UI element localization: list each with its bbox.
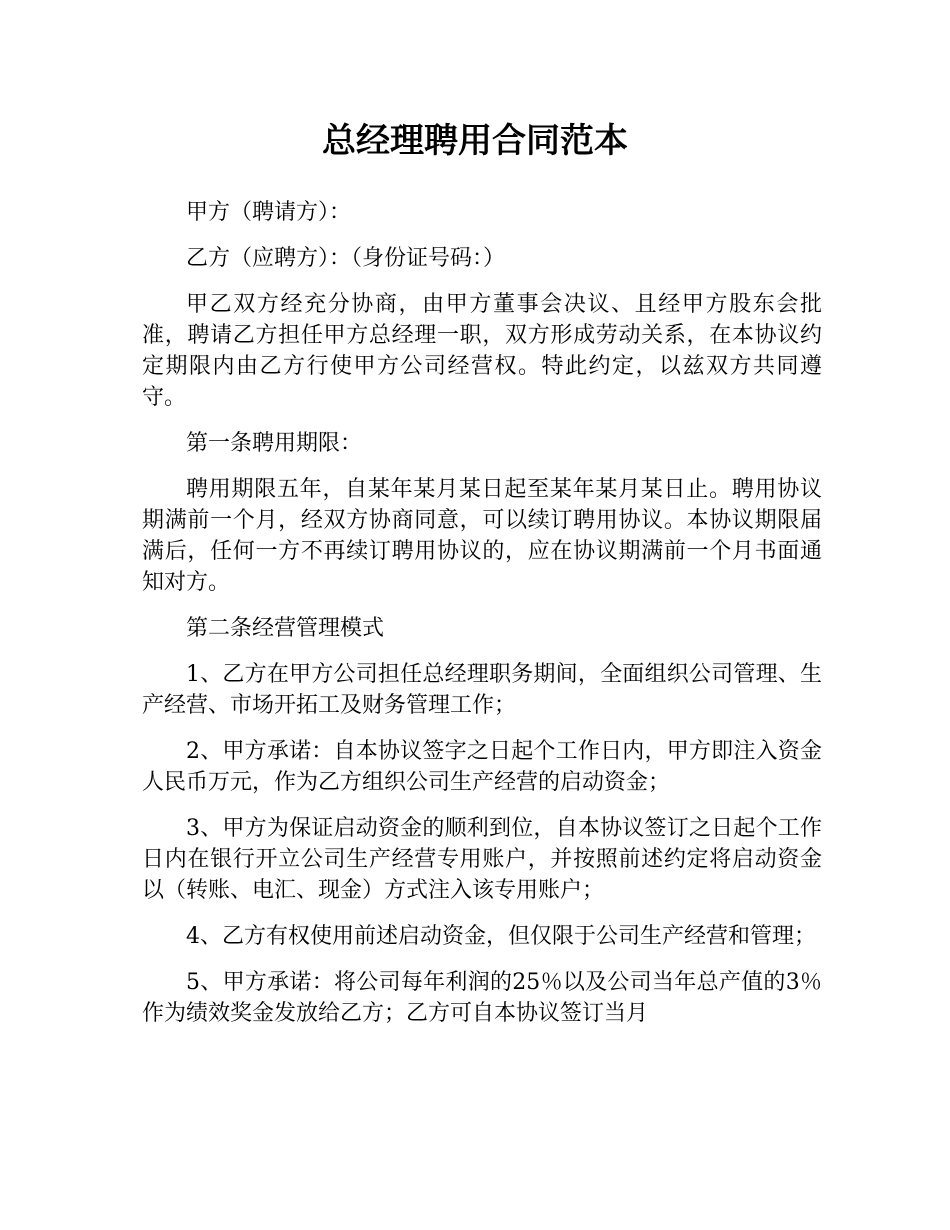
party-b-line: 乙方（应聘方）：（身份证号码：） [186,246,506,271]
clause-5-paragraph: 5、甲方承诺：将公司每年利润的25％以及公司当年总产值的3％作为绩效奖金发放给乙方；乙方可自本协议签订当月 [142,970,822,1026]
document-body [142,197,822,1044]
article-2-heading: 第二条经营管理模式 [186,616,385,641]
clause-4-paragraph: 4、乙方有权使用前述启动资金，但仅限于公司生产经营和管理； [186,924,816,949]
article-1-heading: 第一条聘用期限： [186,431,363,456]
document-title: 总经理聘用合同范本 [322,121,628,161]
clause-3-paragraph: 3、甲方为保证启动资金的顺利到位，自本协议签订之日起个工作日内在银行开立公司生产经营专用账户，并按照前述约定将启动资金以（转账、电汇、现金）方式注入该专用账户； [142,816,822,903]
party-a-line: 甲方（聘请方）： [186,200,352,225]
clause-1-paragraph: 1、乙方在甲方公司担任总经理职务期间，全面组织公司管理、生产经营、市场开拓工及财务管理工作； [142,662,822,718]
article-1-paragraph: 聘用期限五年，自某年某月某日起至某年某月某日止。聘用协议期满前一个月，经双方协商同意，可以续订聘用协议。本协议期限届满后，任何一方不再续订聘用协议的，应在协议期满前一个月书面通知对方。 [142,477,822,595]
clause-2-paragraph: 2、甲方承诺：自本协议签字之日起个工作日内，甲方即注入资金人民币万元，作为乙方组织公司生产经营的启动资金； [142,739,822,795]
preamble-paragraph: 甲乙双方经充分协商，由甲方董事会决议、且经甲方股东会批准，聘请乙方担任甲方总经理一职，双方形成劳动关系，在本协议约定期限内由乙方行使甲方公司经营权。特此约定，以兹双方共同遵守。 [142,292,822,410]
